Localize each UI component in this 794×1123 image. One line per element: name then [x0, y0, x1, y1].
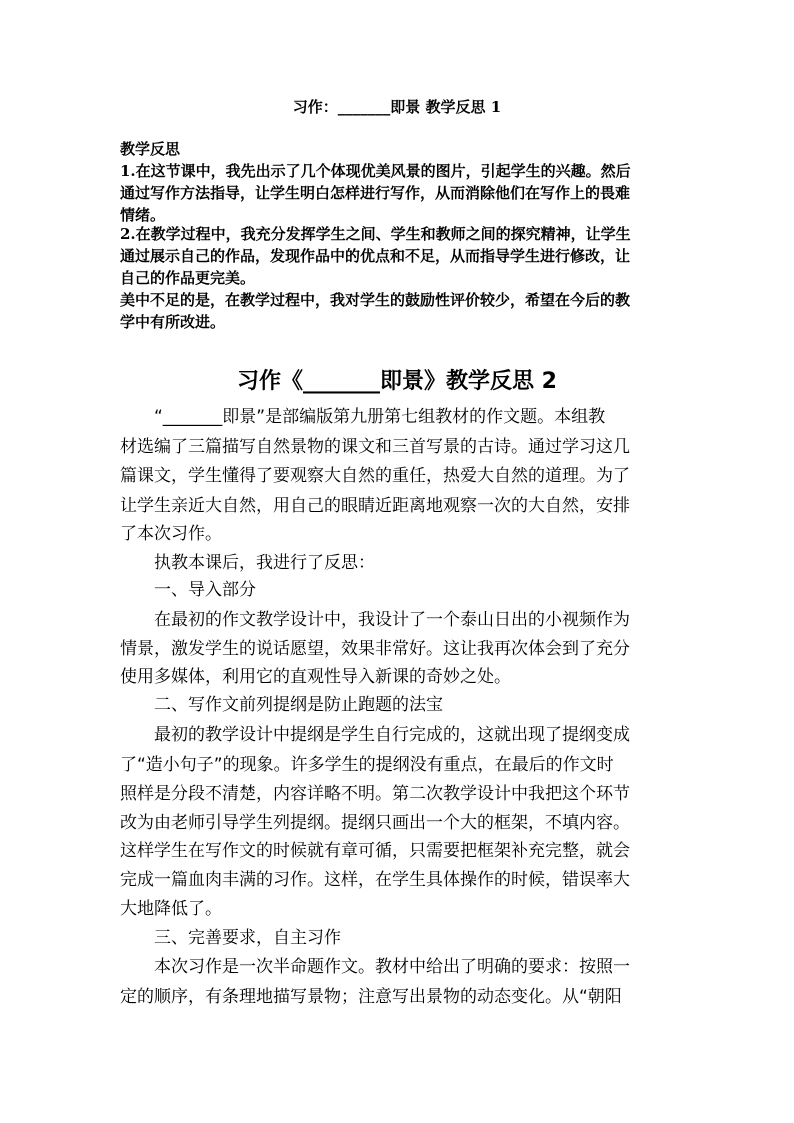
reflection-2-line: 改为由老师引导学生列提纲。提纲只画出一个大的框架，不填内容。 [120, 813, 630, 833]
reflection-1-line: 通过写作方法指导，让学生明白怎样进行写作，从而消除他们在写作上的畏难 [120, 184, 631, 202]
reflection-1-heading: 教学反思 [120, 140, 181, 158]
reflection-1-line: 情绪。 [120, 206, 166, 224]
reflection-2-line: 执教本课后，我进行了反思： [154, 553, 375, 573]
reflection-1-line: 学中有所改进。 [120, 313, 226, 331]
reflection-2-line: 本次习作是一次半命题作文。教材中给出了明确的要求：按照一 [154, 957, 630, 977]
reflection-2-subheading: 三、完善要求，自主习作 [154, 928, 341, 948]
reflection-1-line: 2.在教学过程中，我充分发挥学生之间、学生和教师之间的探究精神，让学生 [120, 225, 631, 243]
reflection-1-line: 通过展示自己的作品，发现作品中的优点和不足，从而指导学生进行修改，让 [120, 247, 631, 265]
reflection-1-title: 习作：_______即景 教学反思 1 [292, 98, 502, 116]
reflection-2-line: 大地降低了。 [120, 899, 222, 919]
reflection-2-line: 在最初的作文教学设计中，我设计了一个泰山日出的小视频作为 [154, 610, 630, 630]
reflection-2-line: 定的顺序，有条理地描写景物；注意写出景物的动态变化。从“朝阳 [120, 987, 622, 1007]
reflection-2-line: 材选编了三篇描写自然景物的课文和三首写景的古诗。通过学习这几 [120, 437, 630, 457]
reflection-2-line: “_______即景”是部编版第九册第七组教材的作文题。本组教 [154, 407, 606, 427]
reflection-2-line: 了本次习作。 [120, 524, 222, 544]
reflection-1-line: 1.在这节课中，我先出示了几个体现优美风景的图片，引起学生的兴趣。然后 [120, 162, 631, 180]
reflection-2-subheading: 一、导入部分 [154, 580, 256, 600]
reflection-2-line: 照样是分段不清楚，内容详略不明。第二次教学设计中我把这个环节 [120, 784, 630, 804]
reflection-2-line: 这样学生在写作文的时候就有章可循，只需要把框架补充完整，就会 [120, 841, 630, 861]
reflection-2-line: 让学生亲近大自然，用自己的眼睛近距离地观察一次的大自然，安排 [120, 496, 630, 516]
reflection-2-line: 最初的教学设计中提纲是学生自行完成的，这就出现了提纲变成 [154, 725, 630, 745]
reflection-2-subheading: 二、写作文前列提纲是防止跑题的法宝 [154, 695, 443, 715]
reflection-2-title: 习作《_______即景》教学反思 2 [237, 369, 557, 394]
reflection-1-line: 自己的作品更完美。 [120, 269, 256, 287]
reflection-2-line: 篇课文，学生懂得了要观察大自然的重任，热爱大自然的道理。为了 [120, 466, 630, 486]
reflection-2-line: 完成一篇血肉丰满的习作。这样，在学生具体操作的时候，错误率大 [120, 870, 630, 890]
reflection-2-line: 情景，激发学生的说话愿望，效果非常好。这让我再次体会到了充分 [120, 639, 630, 659]
reflection-2-line: 了“造小句子”的现象。许多学生的提纲没有重点，在最后的作文时 [120, 755, 614, 775]
reflection-2-line: 使用多媒体，利用它的直观性导入新课的奇妙之处。 [120, 667, 511, 687]
reflection-1-line: 美中不足的是，在教学过程中，我对学生的鼓励性评价较少，希望在今后的教 [120, 291, 631, 309]
